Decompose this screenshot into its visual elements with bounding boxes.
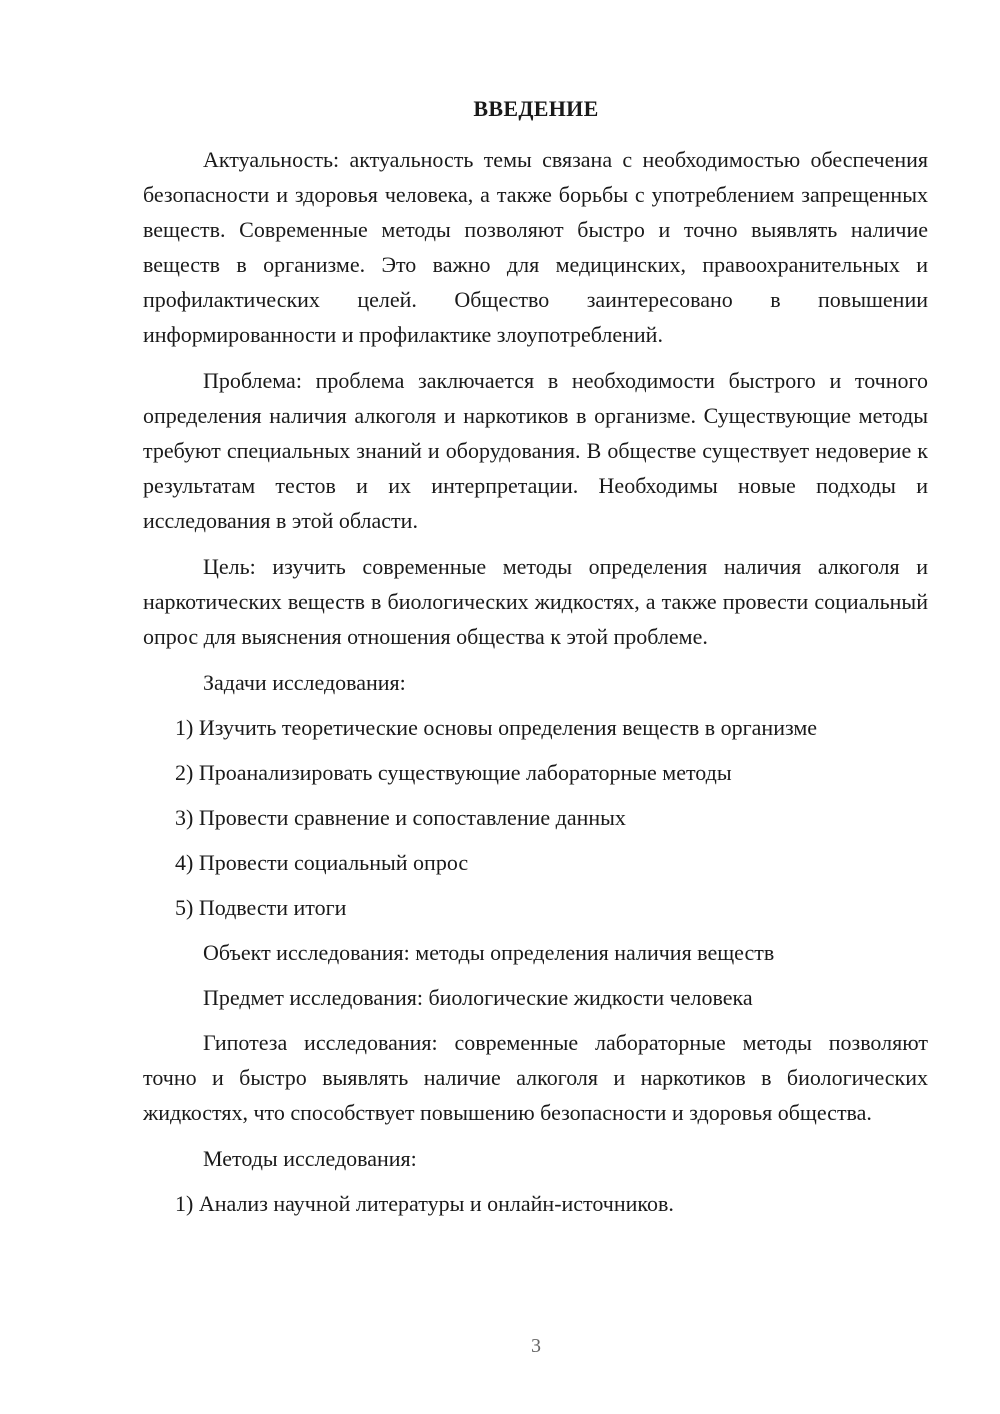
problem-paragraph: Проблема: проблема заключается в необходимости быстрого и точного определения наличия алкоголя и наркотиков в организме. Существующие методы требуют специальных знаний и оборудования. В обществе существует недоверие к результатам тестов и их интерпретации. Необходимы новые подходы и исследования в этой области. — [143, 368, 928, 533]
list-item: 2) Проанализировать существующие лабораторные методы — [175, 760, 732, 785]
hypothesis-paragraph: Гипотеза исследования: современные лабораторные методы позволяют точно и быстро выявлять наличие алкоголя и наркотиков в биологических жидкостях, что способствует повышению безопасности и здоровья общества. — [143, 1030, 928, 1125]
list-item: 5) Подвести итоги — [175, 895, 347, 920]
document-body — [143, 142, 928, 1231]
page-number: 3 — [531, 1335, 541, 1357]
list-item: 4) Провести социальный опрос — [175, 850, 469, 875]
list-item: 1) Анализ научной литературы и онлайн-источников. — [175, 1191, 674, 1216]
tasks-heading: Задачи исследования: — [203, 670, 406, 695]
methods-heading: Методы исследования: — [203, 1146, 417, 1171]
page-title: ВВЕДЕНИЕ — [473, 96, 599, 121]
relevance-paragraph: Актуальность: актуальность темы связана с необходимостью обеспечения безопасности и здоровья человека, а также борьбы с употреблением запрещенных веществ. Современные методы позволяют быстро и точно выявлять наличие веществ в организме. Это важно для медицинских, правоохранительных и профилактических целей. Общество заинтересовано в повышении информированности и профилактике злоупотреблений. — [143, 147, 928, 347]
list-item: 3) Провести сравнение и сопоставление данных — [175, 805, 626, 830]
list-item: 1) Изучить теоретические основы определения веществ в организме — [175, 715, 818, 740]
goal-paragraph: Цель: изучить современные методы определения наличия алкоголя и наркотических веществ в биологических жидкостях, а также провести социальный опрос для выяснения отношения общества к этой проблеме. — [143, 554, 928, 649]
research-subject: Предмет исследования: биологические жидкости человека — [203, 985, 753, 1010]
research-object: Объект исследования: методы определения наличия веществ — [203, 940, 775, 965]
